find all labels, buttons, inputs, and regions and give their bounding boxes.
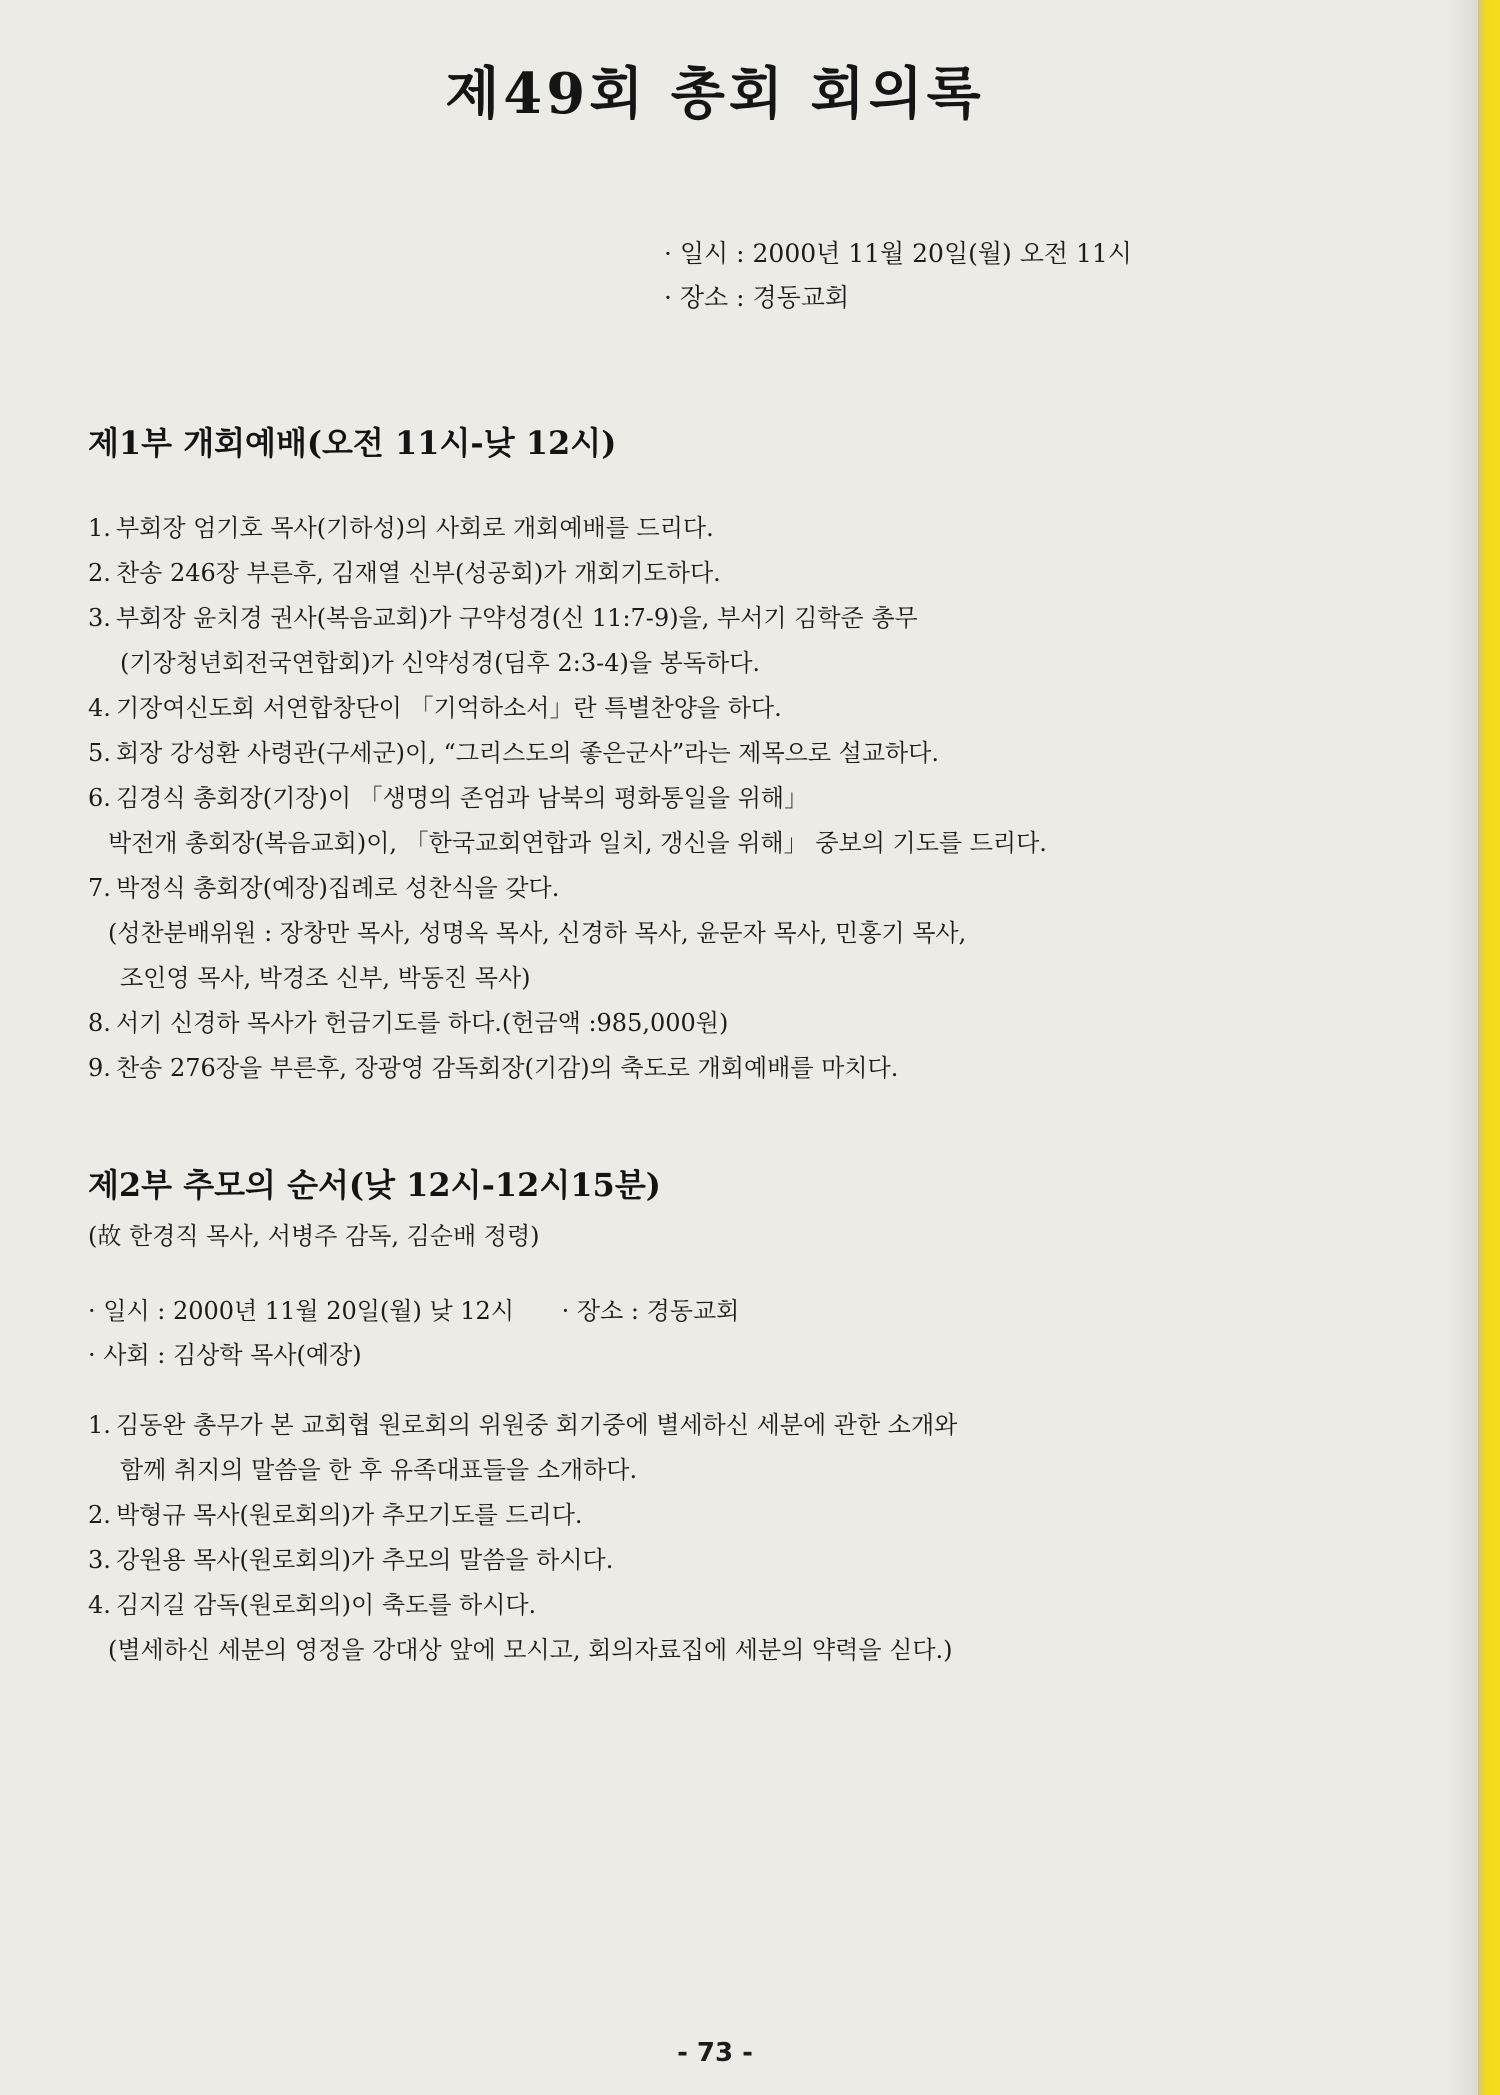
book-edge bbox=[1478, 0, 1500, 2095]
list-item: 9. 찬송 276장을 부른후, 장광영 감독회장(기감)의 축도로 개회예배를 마치다. bbox=[88, 1054, 899, 1082]
list-item: 1. 김동완 총무가 본 교회협 원로회의 위원중 회기중에 별세하신 세분에 관한 소개와 bbox=[88, 1411, 958, 1439]
list-item-continuation: (별세하신 세분의 영정을 강대상 앞에 모시고, 회의자료집에 세분의 약력을 싣다.) bbox=[108, 1636, 953, 1664]
list-item: 2. 찬송 246장 부른후, 김재열 신부(성공회)가 개회기도하다. bbox=[88, 559, 721, 587]
list-item-continuation: 함께 취지의 말씀을 한 후 유족대표들을 소개하다. bbox=[120, 1456, 638, 1484]
list-item: 5. 회장 강성환 사령관(구세군)이, “그리스도의 좋은군사”라는 제목으로 설교하다. bbox=[88, 739, 939, 767]
part2-meta-row bbox=[88, 1289, 1368, 1333]
part2-memorial-note: (故 한경직 목사, 서병주 감독, 김순배 정령) bbox=[88, 1222, 540, 1250]
list-item: 3. 강원용 목사(원로회의)가 추모의 말씀을 하시다. bbox=[88, 1546, 614, 1574]
session-date: · 일시 : 2000년 11월 20일(월) 오전 11시 bbox=[664, 239, 1132, 268]
part1-heading: 제1부 개회예배(오전 11시-낮 12시) bbox=[88, 424, 617, 462]
list-item: 6. 김경식 총회장(기장)이 「생명의 존엄과 남북의 평화통일을 위해」 bbox=[88, 784, 809, 812]
part2-date: · 일시 : 2000년 11월 20일(월) 낮 12시 bbox=[88, 1297, 515, 1325]
list-item-continuation: (기장청년회전국연합회)가 신약성경(딤후 2:3-4)을 봉독하다. bbox=[120, 649, 761, 677]
part2-section bbox=[88, 1160, 1368, 1673]
session-place: · 장소 : 경동교회 bbox=[664, 283, 850, 312]
part1-section bbox=[88, 418, 1368, 1091]
list-item-continuation: 박전개 총회장(복음교회)이, 「한국교회연합과 일치, 갱신을 위해」 중보의 기도를 드리다. bbox=[108, 829, 1047, 857]
part2-meta bbox=[88, 1289, 1368, 1377]
page-number: - 73 - bbox=[677, 2038, 753, 2068]
page-title: 제49회 총회 회의록 bbox=[445, 61, 985, 127]
list-item: 4. 김지길 감독(원로회의)이 축도를 하시다. bbox=[88, 1591, 537, 1619]
list-item: 7. 박정식 총회장(예장)집례로 성찬식을 갖다. bbox=[88, 874, 560, 902]
session-info bbox=[664, 232, 1132, 320]
list-item: 1. 부회장 엄기호 목사(기하성)의 사회로 개회예배를 드리다. bbox=[88, 514, 714, 542]
list-item-continuation: (성찬분배위원 : 장창만 목사, 성명옥 목사, 신경하 목사, 윤문자 목사, 민홍기 목사, bbox=[108, 919, 967, 947]
page-shadow bbox=[1448, 0, 1478, 2095]
list-item: 2. 박형규 목사(원로회의)가 추모기도를 드리다. bbox=[88, 1501, 583, 1529]
part2-host: · 사회 : 김상학 목사(예장) bbox=[88, 1341, 362, 1369]
part2-heading: 제2부 추모의 순서(낮 12시-12시15분) bbox=[88, 1166, 661, 1204]
list-item: 4. 기장여신도회 서연합창단이 「기억하소서」란 특별찬양을 하다. bbox=[88, 694, 782, 722]
part2-place: · 장소 : 경동교회 bbox=[561, 1297, 740, 1325]
list-item: 3. 부회장 윤치경 권사(복음교회)가 구약성경(신 11:7-9)을, 부서기 김학준 총무 bbox=[88, 604, 918, 632]
list-item: 8. 서기 신경하 목사가 헌금기도를 하다.(헌금액 :985,000원) bbox=[88, 1009, 729, 1037]
list-item-continuation: 조인영 목사, 박경조 신부, 박동진 목사) bbox=[120, 964, 531, 992]
part1-list bbox=[88, 506, 1368, 1091]
part2-list bbox=[88, 1403, 1368, 1673]
